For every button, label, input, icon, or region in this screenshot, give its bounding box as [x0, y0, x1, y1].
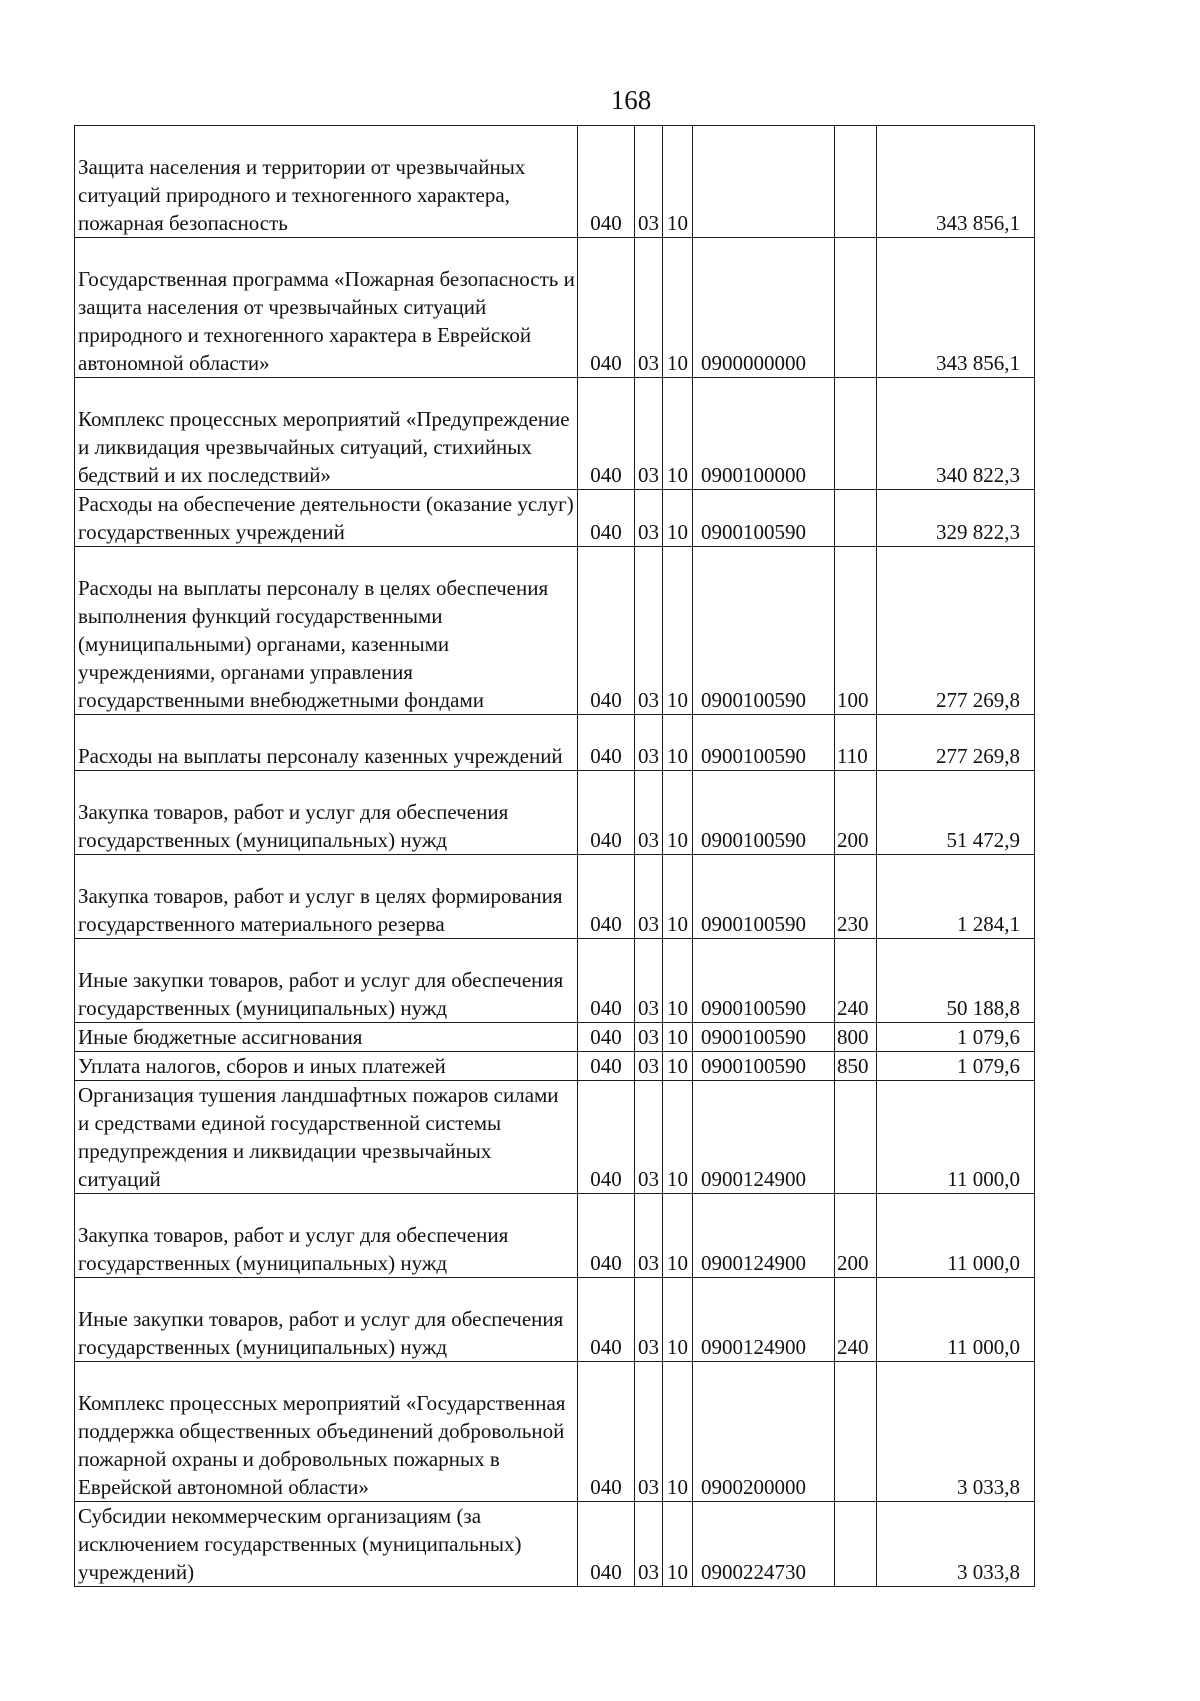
row-target-code: 0900124900: [693, 1278, 835, 1362]
table-row: [75, 1278, 1035, 1362]
row-subsection: 10: [663, 1194, 693, 1278]
row-expense-type: [835, 1081, 877, 1194]
row-target-code: 0900100590: [693, 715, 835, 771]
row-name: Иные бюджетные ассигнования: [75, 1023, 578, 1052]
row-sum: 1 284,1: [877, 855, 1035, 939]
row-grbs: 040: [578, 238, 635, 378]
table-row: [75, 1502, 1035, 1587]
table-row: [75, 1362, 1035, 1502]
table-row: [75, 238, 1035, 378]
row-sum: 1 079,6: [877, 1023, 1035, 1052]
row-target-code: 0900124900: [693, 1081, 835, 1194]
row-name: Уплата налогов, сборов и иных платежей: [75, 1052, 578, 1081]
row-subsection: 10: [663, 126, 693, 238]
row-sum: 277 269,8: [877, 715, 1035, 771]
row-name: Иные закупки товаров, работ и услуг для обеспечения государственных (муниципальных) нужд: [75, 1278, 578, 1362]
table-row: [75, 1081, 1035, 1194]
row-name: Закупка товаров, работ и услуг для обеспечения государственных (муниципальных) нужд: [75, 1194, 578, 1278]
row-target-code: 0900100590: [693, 855, 835, 939]
row-sum: 329 822,3: [877, 490, 1035, 547]
row-sum: 3 033,8: [877, 1502, 1035, 1587]
table-row: [75, 378, 1035, 490]
row-name: Комплекс процессных мероприятий «Государственная поддержка общественных объединений добровольной пожарной охраны и добровольных пожарных в Еврейской автономной области»: [75, 1362, 578, 1502]
row-subsection: 10: [663, 939, 693, 1023]
row-target-code: 0900100590: [693, 1023, 835, 1052]
row-subsection: 10: [663, 1362, 693, 1502]
row-grbs: 040: [578, 126, 635, 238]
row-target-code: 0900100590: [693, 490, 835, 547]
row-section: 03: [635, 1023, 663, 1052]
row-subsection: 10: [663, 1052, 693, 1081]
row-name: Закупка товаров, работ и услуг для обеспечения государственных (муниципальных) нужд: [75, 771, 578, 855]
row-grbs: 040: [578, 547, 635, 715]
row-section: 03: [635, 547, 663, 715]
row-name: Комплекс процессных мероприятий «Предупреждение и ликвидация чрезвычайных ситуаций, стихийных бедствий и их последствий»: [75, 378, 578, 490]
row-grbs: 040: [578, 855, 635, 939]
row-subsection: 10: [663, 715, 693, 771]
row-sum: 11 000,0: [877, 1081, 1035, 1194]
row-section: 03: [635, 490, 663, 547]
row-grbs: 040: [578, 490, 635, 547]
row-grbs: 040: [578, 1052, 635, 1081]
row-expense-type: [835, 1362, 877, 1502]
row-sum: 11 000,0: [877, 1194, 1035, 1278]
row-name: Субсидии некоммерческим организациям (за исключением государственных (муниципальных) учреждений): [75, 1502, 578, 1587]
row-grbs: 040: [578, 1502, 635, 1587]
row-name: Расходы на выплаты персоналу в целях обеспечения выполнения функций государственными (муниципальными) органами, казенными учреждениями, органами управления государственными внебюджетными фондами: [75, 547, 578, 715]
row-target-code: 0900000000: [693, 238, 835, 378]
row-target-code: 0900100590: [693, 1052, 835, 1081]
row-target-code: 0900224730: [693, 1502, 835, 1587]
row-sum: 277 269,8: [877, 547, 1035, 715]
row-section: 03: [635, 1194, 663, 1278]
row-expense-type: 850: [835, 1052, 877, 1081]
row-name: Организация тушения ландшафтных пожаров силами и средствами единой государственной системы предупреждения и ликвидации чрезвычайных ситуаций: [75, 1081, 578, 1194]
row-subsection: 10: [663, 238, 693, 378]
row-expense-type: [835, 378, 877, 490]
row-expense-type: 100: [835, 547, 877, 715]
row-grbs: 040: [578, 1194, 635, 1278]
table-row: [75, 855, 1035, 939]
row-expense-type: [835, 490, 877, 547]
row-sum: 1 079,6: [877, 1052, 1035, 1081]
row-section: 03: [635, 939, 663, 1023]
table-row: [75, 1023, 1035, 1052]
row-expense-type: 240: [835, 1278, 877, 1362]
row-target-code: 0900100590: [693, 771, 835, 855]
row-expense-type: 200: [835, 1194, 877, 1278]
table-row: [75, 939, 1035, 1023]
row-target-code: 0900100590: [693, 939, 835, 1023]
row-grbs: 040: [578, 771, 635, 855]
row-name: Государственная программа «Пожарная безопасность и защита населения от чрезвычайных ситуаций природного и техногенного характера в Еврейской автономной области»: [75, 238, 578, 378]
row-sum: 343 856,1: [877, 238, 1035, 378]
row-section: 03: [635, 1278, 663, 1362]
row-grbs: 040: [578, 715, 635, 771]
row-grbs: 040: [578, 1278, 635, 1362]
row-target-code: 0900100590: [693, 547, 835, 715]
row-expense-type: 800: [835, 1023, 877, 1052]
row-grbs: 040: [578, 378, 635, 490]
row-target-code: [693, 126, 835, 238]
row-target-code: 0900100000: [693, 378, 835, 490]
row-section: 03: [635, 126, 663, 238]
row-expense-type: 200: [835, 771, 877, 855]
row-subsection: 10: [663, 1023, 693, 1052]
row-section: 03: [635, 771, 663, 855]
row-expense-type: [835, 238, 877, 378]
row-expense-type: 240: [835, 939, 877, 1023]
row-grbs: 040: [578, 1362, 635, 1502]
row-subsection: 10: [663, 490, 693, 547]
row-sum: 50 188,8: [877, 939, 1035, 1023]
table-row: [75, 1052, 1035, 1081]
row-grbs: 040: [578, 1023, 635, 1052]
row-sum: 3 033,8: [877, 1362, 1035, 1502]
row-name: Защита населения и территории от чрезвычайных ситуаций природного и техногенного характера, пожарная безопасность: [75, 126, 578, 238]
table-row: [75, 126, 1035, 238]
row-expense-type: 230: [835, 855, 877, 939]
row-sum: 340 822,3: [877, 378, 1035, 490]
row-section: 03: [635, 378, 663, 490]
table-row: [75, 547, 1035, 715]
row-grbs: 040: [578, 939, 635, 1023]
row-expense-type: [835, 1502, 877, 1587]
row-section: 03: [635, 855, 663, 939]
row-subsection: 10: [663, 1278, 693, 1362]
row-sum: 51 472,9: [877, 771, 1035, 855]
row-subsection: 10: [663, 855, 693, 939]
row-target-code: 0900124900: [693, 1194, 835, 1278]
row-name: Расходы на выплаты персоналу казенных учреждений: [75, 715, 578, 771]
table-row: [75, 1194, 1035, 1278]
row-name: Иные закупки товаров, работ и услуг для обеспечения государственных (муниципальных) нужд: [75, 939, 578, 1023]
row-target-code: 0900200000: [693, 1362, 835, 1502]
row-section: 03: [635, 1052, 663, 1081]
row-subsection: 10: [663, 547, 693, 715]
row-name: Закупка товаров, работ и услуг в целях формирования государственного материального резерва: [75, 855, 578, 939]
row-section: 03: [635, 1081, 663, 1194]
row-grbs: 040: [578, 1081, 635, 1194]
row-expense-type: 110: [835, 715, 877, 771]
row-subsection: 10: [663, 771, 693, 855]
row-sum: 343 856,1: [877, 126, 1035, 238]
row-subsection: 10: [663, 1081, 693, 1194]
row-expense-type: [835, 126, 877, 238]
row-name: Расходы на обеспечение деятельности (оказание услуг) государственных учреждений: [75, 490, 578, 547]
row-section: 03: [635, 238, 663, 378]
table-row: [75, 715, 1035, 771]
row-subsection: 10: [663, 378, 693, 490]
table-row: [75, 490, 1035, 547]
page-number: 168: [610, 85, 652, 115]
budget-table: [74, 125, 1035, 1587]
row-subsection: 10: [663, 1502, 693, 1587]
row-section: 03: [635, 715, 663, 771]
row-section: 03: [635, 1502, 663, 1587]
row-sum: 11 000,0: [877, 1278, 1035, 1362]
row-section: 03: [635, 1362, 663, 1502]
table-row: [75, 771, 1035, 855]
